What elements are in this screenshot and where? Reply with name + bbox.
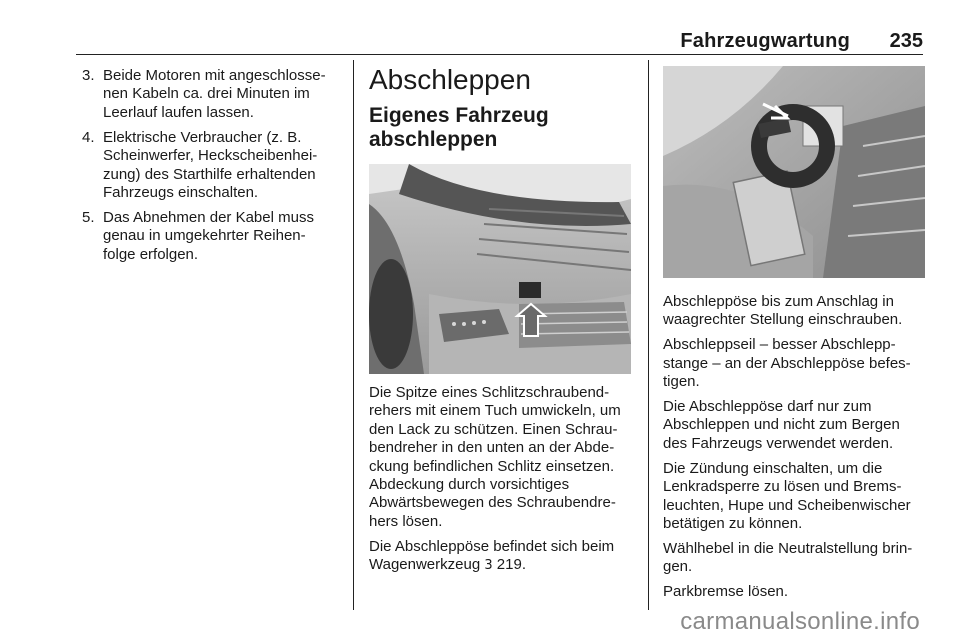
- header-rule: [76, 54, 923, 55]
- list-item: [76, 67, 348, 122]
- paragraph: Die Abschleppöse darf nur zum Abschleppen und nicht zum Bergen des Fahrzeugs verwendet werden.: [663, 398, 900, 452]
- list-item-text: Beide Motoren mit angeschlosse- nen Kabeln ca. drei Minuten im Leerlauf laufen lassen.: [103, 67, 326, 121]
- section-subheading: Eigenes Fahrzeug abschleppen: [369, 104, 549, 151]
- column-divider-right: [648, 60, 649, 610]
- list-item: [76, 209, 348, 264]
- watermark: carmanualsonline.info: [680, 608, 920, 635]
- list-item-text: Elektrische Verbraucher (z. B. Scheinwerfer, Heckscheibenhei- zung) des Starthilfe erhaltenden Fahrzeugs einschalten.: [103, 128, 318, 201]
- list-item-number: 5.: [82, 208, 95, 226]
- list-item: [76, 129, 348, 203]
- paragraph: Die Zündung einschalten, um die Lenkradsperre zu lösen und Brems- leuchten, Hupe und Scheibenwischer betätigen zu können.: [663, 459, 911, 532]
- section-heading: Abschleppen: [369, 64, 531, 95]
- right-body: [663, 293, 925, 602]
- column-divider-left: [353, 60, 354, 610]
- middle-column: [369, 64, 637, 582]
- paragraph: Abschleppseil – besser Abschlepp- stange – an der Abschleppöse befes- tigen.: [663, 336, 911, 391]
- page-ref-arrow: 3: [484, 558, 493, 574]
- list-item-text: Das Abnehmen der Kabel muss genau in umgekehrter Reihen- folge erfolgen.: [103, 208, 314, 263]
- paragraph-with-ref: [369, 538, 637, 576]
- front-bumper-cover-photo: [369, 164, 631, 374]
- list-item-number: 3.: [82, 67, 95, 84]
- paragraph: Die Spitze eines Schlitzschraubend- rehers mit einem Tuch umwickeln, um den Lack zu schützen. Einen Schrau- bendreher in den unten an der Abde- ckung befindlichen Schlitz einsetzen. Abdeckung durch vorsichtiges Abwärtsbewegen des Schraubendre- hers lösen.: [369, 384, 621, 530]
- paragraph-text: Die Abschleppöse befindet sich beim Wagenwerkzeug: [369, 537, 615, 574]
- page-header-title: Fahrzeugwartung: [680, 30, 850, 52]
- page-ref-number[interactable]: 219.: [492, 556, 526, 574]
- towing-eye-photo: [663, 66, 925, 278]
- middle-body: [369, 384, 637, 576]
- list-item-number: 4.: [82, 128, 95, 146]
- right-column: [663, 66, 925, 608]
- paragraph: Wählhebel in die Neutralstellung brin- gen.: [663, 539, 913, 576]
- page-number: 235: [889, 30, 923, 52]
- paragraph: Parkbremse lösen.: [663, 583, 789, 601]
- instruction-list: [76, 67, 348, 264]
- left-column: [76, 67, 348, 271]
- paragraph: Abschleppöse bis zum Anschlag in waagrechter Stellung einschrauben.: [663, 293, 903, 329]
